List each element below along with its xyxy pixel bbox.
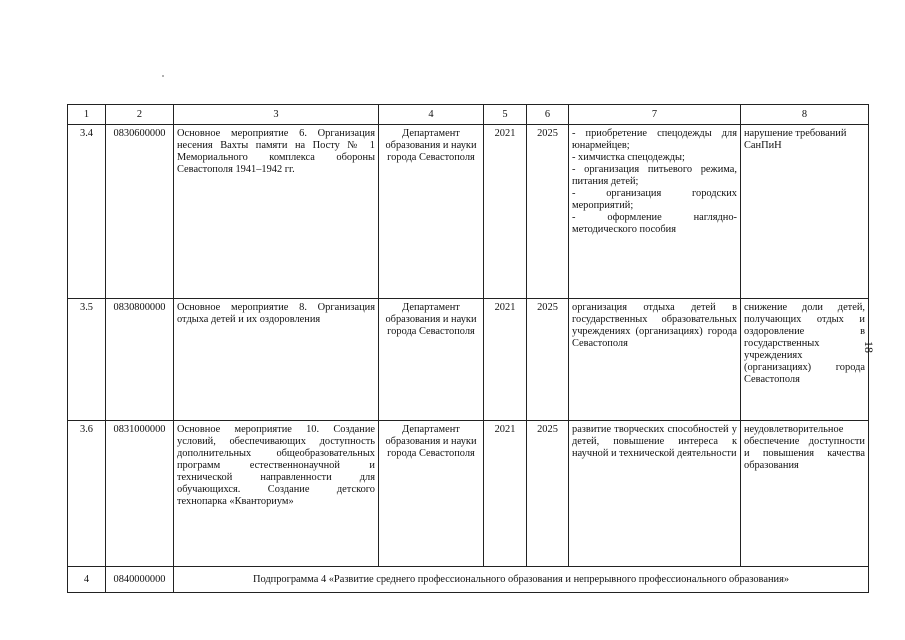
- program-table: [67, 104, 869, 593]
- header-cell: 8: [741, 105, 869, 125]
- row-number: 3.5: [68, 299, 106, 421]
- page-number: 18: [862, 341, 876, 353]
- row-end-year: 2025: [527, 125, 569, 299]
- result-item: организация отдыха детей в государственных образовательных учреждениях (организациях) города Севастополя: [572, 302, 737, 349]
- row-results: [569, 125, 741, 299]
- row-start-year: 2021: [484, 299, 527, 421]
- header-cell: 7: [569, 105, 741, 125]
- row-consequences: неудовлетворительное обеспечение доступности и повышения качества образования: [741, 421, 869, 567]
- row-activity-name: Основное мероприятие 6. Организация несения Вахты памяти на Посту № 1 Мемориального комплекса обороны Севастополя 1941–1942 гг.: [174, 125, 379, 299]
- result-item: - организация питьевого режима, питания детей;: [572, 164, 737, 187]
- row-executor: Департамент образования и науки города Севастополя: [379, 299, 484, 421]
- result-item: - химчистка спецодежды;: [572, 152, 685, 163]
- row-number: 3.6: [68, 421, 106, 567]
- result-item: развитие творческих способностей у детей, повышение интереса к научной и технической деятельности: [572, 424, 737, 459]
- table-row: [68, 299, 869, 421]
- row-executor: Департамент образования и науки города Севастополя: [379, 421, 484, 567]
- result-item: - приобретение спецодежды для юнармейцев;: [572, 128, 737, 151]
- row-end-year: 2025: [527, 299, 569, 421]
- row-end-year: 2025: [527, 421, 569, 567]
- subprogram-title: Подпрограмма 4 «Развитие среднего профессионального образования и непрерывного профессионального образования»: [174, 567, 869, 593]
- header-cell: 6: [527, 105, 569, 125]
- header-cell: 2: [106, 105, 174, 125]
- row-executor: Департамент образования и науки города Севастополя: [379, 125, 484, 299]
- header-cell: 1: [68, 105, 106, 125]
- header-cell: 4: [379, 105, 484, 125]
- subprogram-number: 4: [68, 567, 106, 593]
- header-cell: 3: [174, 105, 379, 125]
- row-activity-name: Основное мероприятие 10. Создание условий, обеспечивающих доступность дополнительных общеобразовательных программ естественнонаучной и технической направленности для обучающихся. Создание детского технопарка «Кванториум»: [174, 421, 379, 567]
- row-results: [569, 421, 741, 567]
- subprogram-code: 0840000000: [106, 567, 174, 593]
- row-code: 0830800000: [106, 299, 174, 421]
- row-code: 0831000000: [106, 421, 174, 567]
- row-code: 0830600000: [106, 125, 174, 299]
- row-start-year: 2021: [484, 421, 527, 567]
- scan-speck: [162, 75, 164, 77]
- table-row: [68, 421, 869, 567]
- result-item: - организация городских мероприятий;: [572, 188, 737, 211]
- row-number: 3.4: [68, 125, 106, 299]
- table-row: [68, 125, 869, 299]
- row-consequences: снижение доли детей, получающих отдых и оздоровление в государственных учреждениях (организациях) города Севастополя: [741, 299, 869, 421]
- subprogram-row: [68, 567, 869, 593]
- header-row: [68, 105, 869, 125]
- row-consequences: нарушение требований СанПиН: [741, 125, 869, 299]
- row-activity-name: Основное мероприятие 8. Организация отдыха детей и их оздоровления: [174, 299, 379, 421]
- row-results: [569, 299, 741, 421]
- result-item: - оформление наглядно-методического пособия: [572, 212, 737, 235]
- header-cell: 5: [484, 105, 527, 125]
- row-start-year: 2021: [484, 125, 527, 299]
